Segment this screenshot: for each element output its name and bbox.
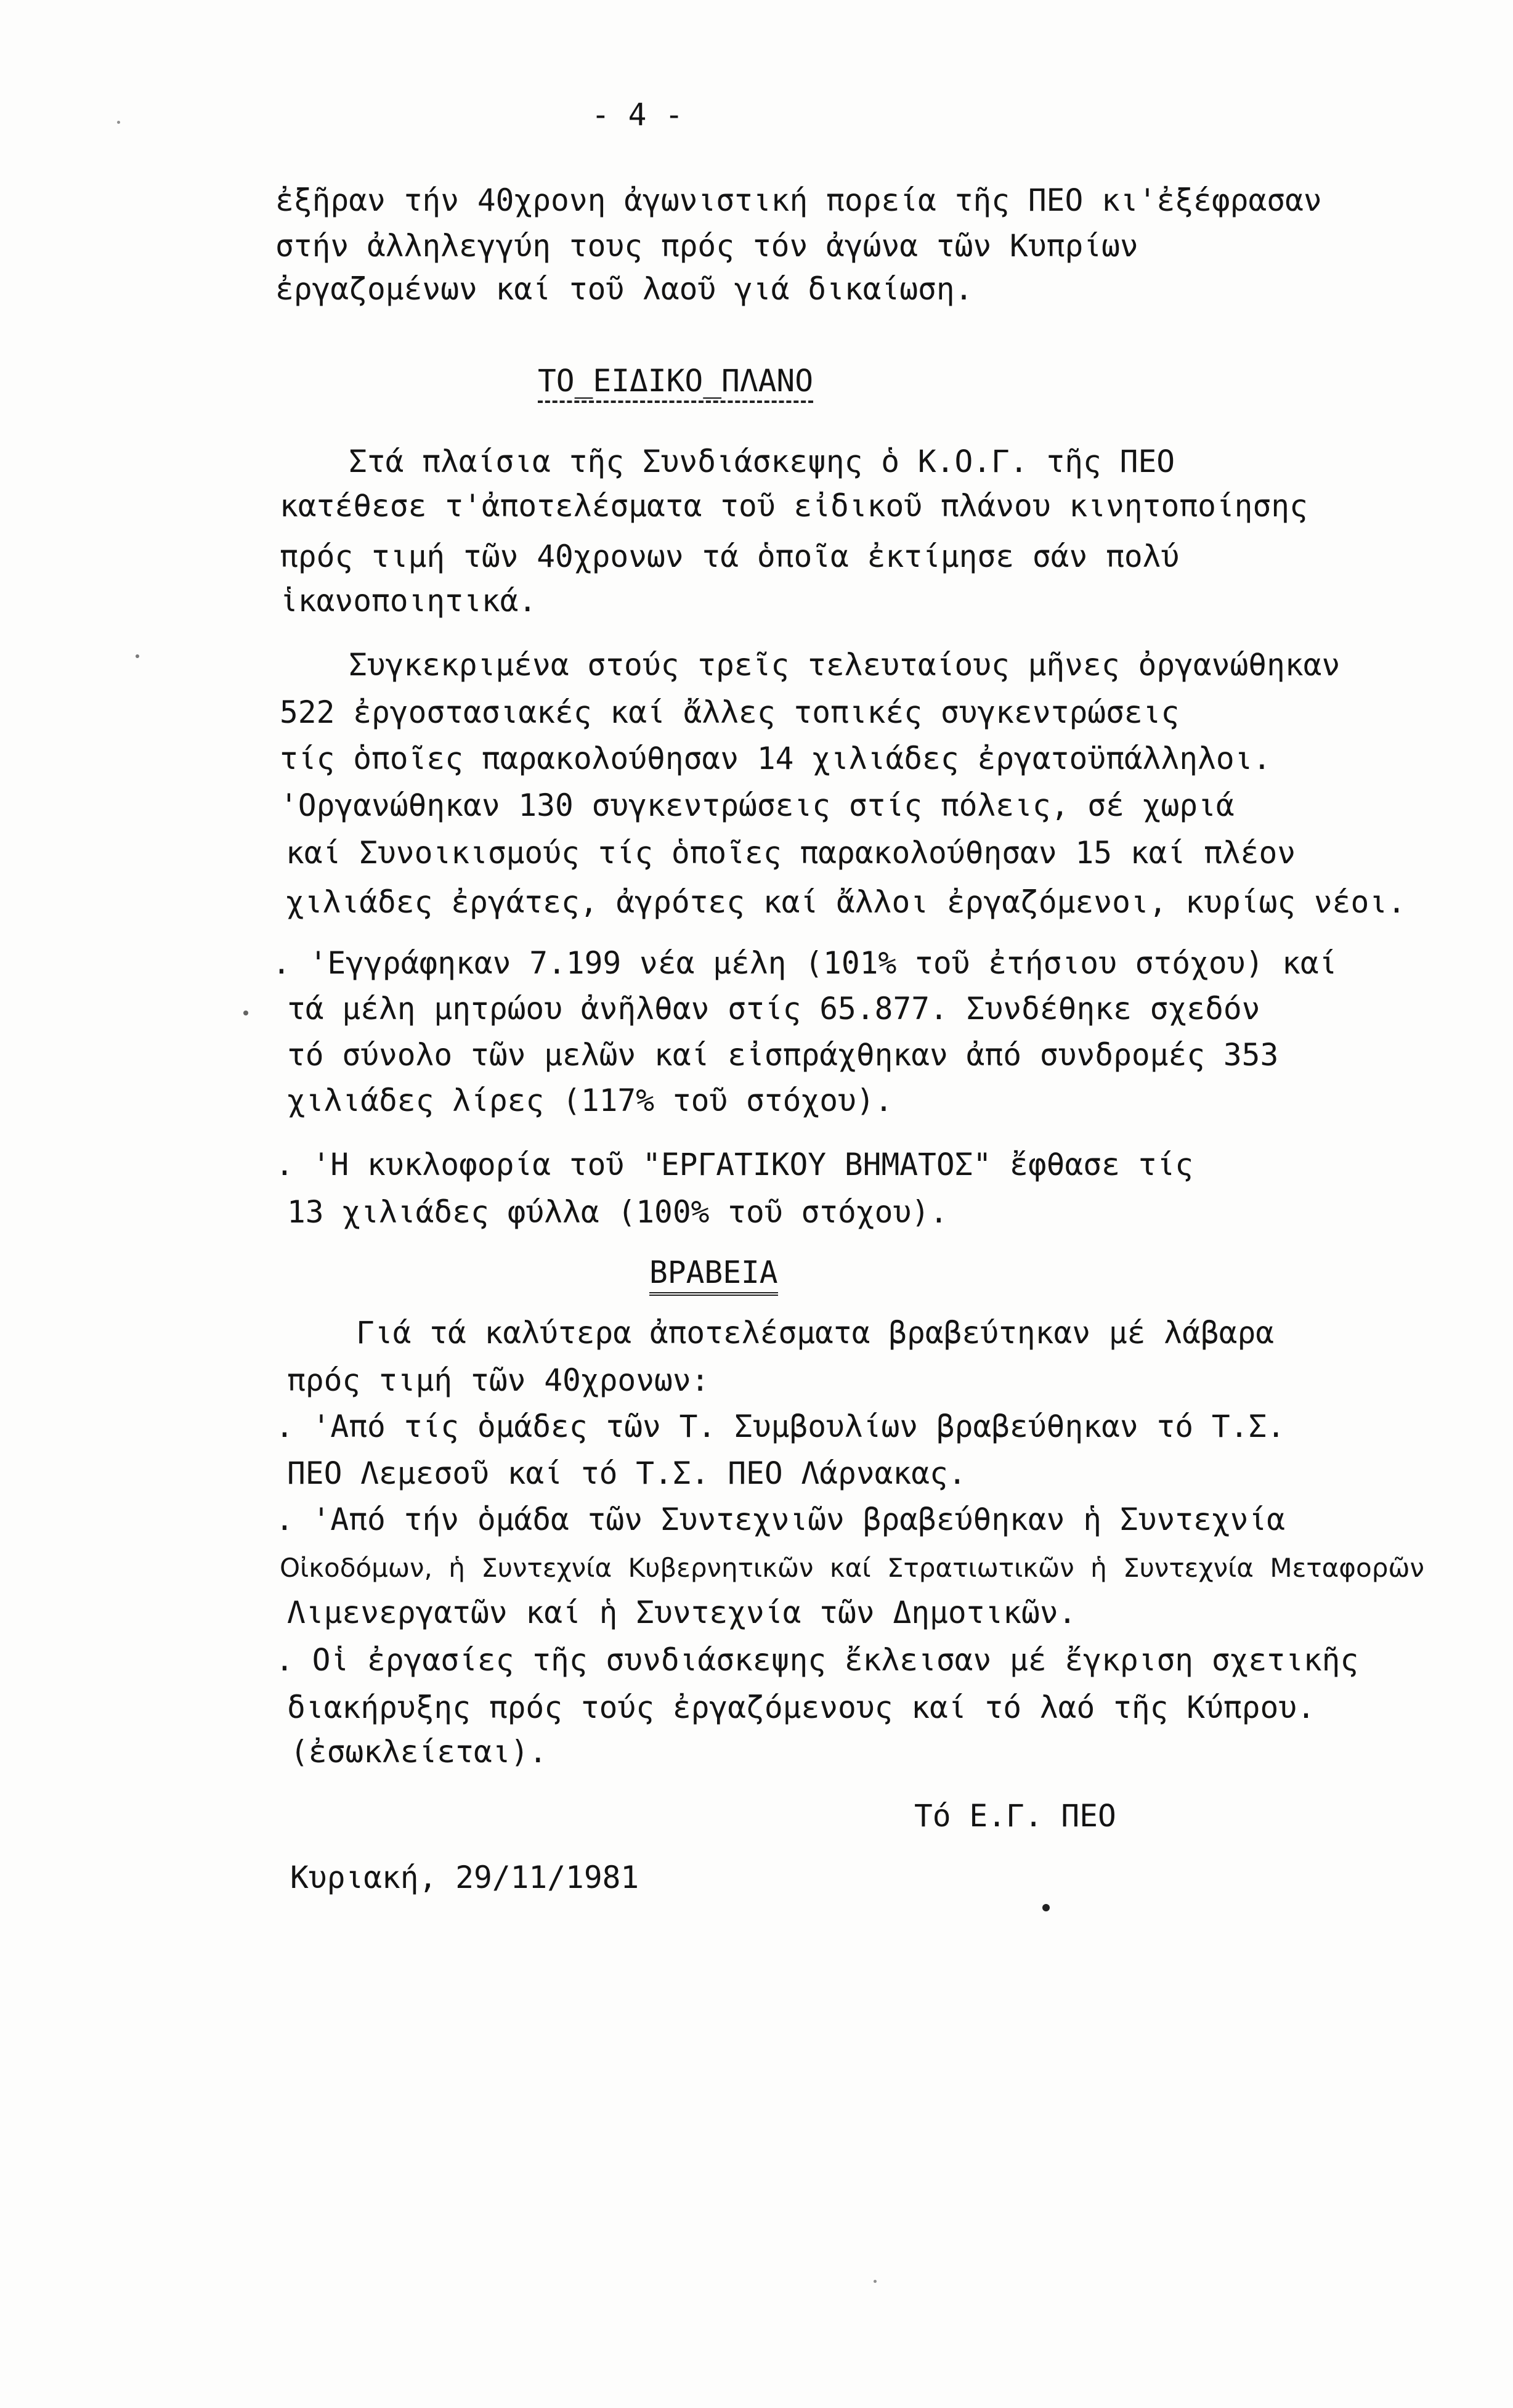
paragraph-line: καί Συνοικισμούς τίς ὁποῖες παρακολούθησαν 15 καί πλέον: [286, 835, 1296, 871]
paragraph-line: διακήρυξης πρός τούς ἐργαζόμενους καί τό λαό τῆς Κύπρου.: [287, 1690, 1315, 1725]
signature: Τό Ε.Γ. ΠΕΟ: [914, 1798, 1116, 1834]
paragraph-line: Λιμενεργατῶν καί ἡ Συντεχνία τῶν Δημοτικῶν.: [287, 1595, 1077, 1630]
paragraph-line: χιλιάδες ἐργάτες, ἀγρότες καί ἄλλοι ἐργαζόμενοι, κυρίως νέοι.: [286, 884, 1406, 920]
paragraph-line: χιλιάδες λίρες (117% τοῦ στόχου).: [287, 1083, 893, 1118]
document-date: Κυριακή, 29/11/1981: [290, 1860, 639, 1895]
paragraph-line: 522 ἐργοστασιακές καί ἄλλες τοπικές συγκεντρώσεις: [280, 694, 1180, 730]
paper-speck: [243, 1011, 248, 1015]
intro-line: ἐξῆραν τήν 40χρονη ἀγωνιστική πορεία τῆς ΠΕΟ κι'ἐξέφρασαν: [275, 182, 1322, 218]
special-plan-heading: ΤΟ_ΕΙΔΙΚΟ_ΠΛΑΝΟ: [538, 362, 813, 403]
paragraph-line: ἱκανοποιητικά.: [280, 583, 537, 619]
paragraph-line: 13 χιλιάδες φύλλα (100% τοῦ στόχου).: [287, 1194, 948, 1230]
paper-speck: [874, 2280, 877, 2283]
paragraph-line: (ἐσωκλείεται).: [290, 1734, 548, 1770]
paper-speck: [136, 654, 139, 658]
inserted-line: Οἰκοδόμων, ἡ Συντεχνία Κυβερνητικῶν καί Στρατιωτικῶν ἡ Συντεχνία Μεταφορῶν: [280, 1553, 1424, 1583]
paragraph-line: τίς ὁποῖες παρακολούθησαν 14 χιλιάδες ἐργατοϋπάλληλοι.: [280, 741, 1272, 776]
paragraph-line: κατέθεσε τ'ἀποτελέσματα τοῦ εἰδικοῦ πλάνου κινητοποίησης: [280, 488, 1308, 524]
paragraph-line: . Οἱ ἐργασίες τῆς συνδιάσκεψης ἔκλεισαν μέ ἔγκριση σχετικῆς: [275, 1642, 1359, 1678]
paragraph-line: τό σύνολο τῶν μελῶν καί εἰσπράχθηκαν ἀπό συνδρομές 353: [287, 1037, 1279, 1073]
awards-heading: ΒΡΑΒΕΙΑ: [649, 1254, 778, 1296]
intro-line: στήν ἀλληλεγγύη τους πρός τόν ἀγώνα τῶν Κυπρίων: [275, 228, 1138, 264]
paragraph-line: . 'Η κυκλοφορία τοῦ "ΕΡΓΑΤΙΚΟΥ ΒΗΜΑΤΟΣ" ἔφθασε τίς: [275, 1147, 1194, 1182]
paragraph-line: Στά πλαίσια τῆς Συνδιάσκεψης ὁ Κ.Ο.Γ. τῆς ΠΕΟ: [349, 444, 1175, 479]
paragraph-line: πρός τιμή τῶν 40χρονων:: [287, 1362, 710, 1398]
paragraph-line: . 'Από τήν ὁμάδα τῶν Συντεχνιῶν βραβεύθηκαν ἡ Συντεχνία: [275, 1502, 1286, 1537]
paragraph-line: . 'Από τίς ὁμάδες τῶν Τ. Συμβουλίων βραβεύθηκαν τό Τ.Σ.: [275, 1409, 1286, 1444]
page-number: - 4 -: [591, 97, 684, 132]
intro-line: ἐργαζομένων καί τοῦ λαοῦ γιά δικαίωση.: [275, 271, 973, 307]
paragraph-line: πρός τιμή τῶν 40χρονων τά ὁποῖα ἐκτίμησε σάν πολύ: [280, 539, 1180, 574]
paragraph-line: Γιά τά καλύτερα ἀποτελέσματα βραβεύτηκαν μέ λάβαρα: [356, 1315, 1275, 1351]
paper-speck: [117, 121, 120, 124]
paragraph-line: ΠΕΟ Λεμεσοῦ καί τό Τ.Σ. ΠΕΟ Λάρνακας.: [287, 1455, 967, 1491]
paper-speck: [1042, 1904, 1050, 1911]
paragraph-line: 'Οργανώθηκαν 130 συγκεντρώσεις στίς πόλεις, σέ χωριά: [280, 787, 1235, 823]
paragraph-line: . 'Εγγράφηκαν 7.199 νέα μέλη (101% τοῦ ἐτήσιου στόχου) καί: [272, 945, 1337, 981]
paragraph-line: Συγκεκριμένα στούς τρεῖς τελευταίους μῆνες ὀργανώθηκαν: [349, 647, 1341, 683]
paragraph-line: τά μέλη μητρώου ἀνῆλθαν στίς 65.877. Συνδέθηκε σχεδόν: [287, 991, 1260, 1027]
